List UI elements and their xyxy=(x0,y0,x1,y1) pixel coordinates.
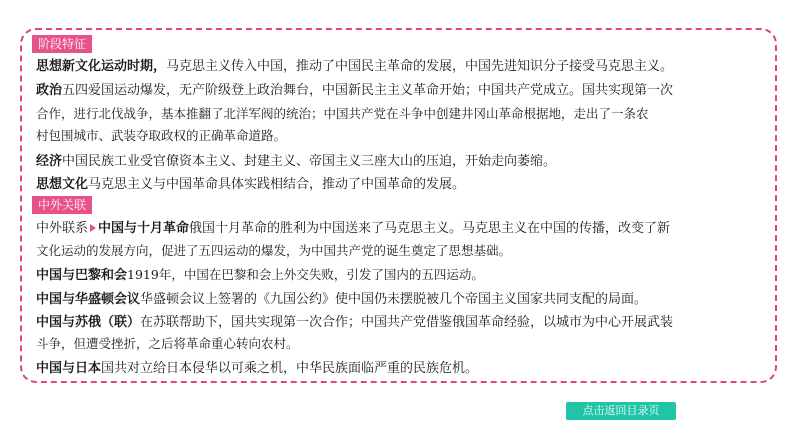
tag-stage-features: 阶段特征 xyxy=(32,35,92,53)
row-label: 中国与华盛顿会议 xyxy=(36,292,141,307)
row-label: 思想文化 xyxy=(36,177,89,192)
stage-row-culture xyxy=(36,173,465,192)
row-text: 中国民族工业受官僚资本主义、封建主义、帝国主义三座大山的压迫，开始走向萎缩。 xyxy=(62,154,557,169)
stage-row-thought xyxy=(36,55,673,74)
stage-row-economy xyxy=(36,150,556,169)
relation-row-october-revolution-cont xyxy=(36,241,511,259)
relation-row-paris xyxy=(36,264,484,283)
stage-row-politics-cont-1 xyxy=(36,104,649,122)
row-label: 中国与日本 xyxy=(36,361,102,376)
row-text: 村包围城市、武装夺取政权的正确革命道路。 xyxy=(36,128,287,143)
stage-row-politics-cont-2 xyxy=(36,126,286,144)
row-label: 政治 xyxy=(36,83,63,98)
stage-row-politics xyxy=(36,79,673,98)
row-label: 中国与苏俄（联） xyxy=(36,315,141,330)
row-text: 华盛顿会议上签署的《九国公约》使中国仍未摆脱被几个帝国主义国家共同支配的局面。 xyxy=(140,292,648,307)
row-text: 马克思主义传入中国，推动了中国民主革命的发展，中国先进知识分子接受马克思主义。 xyxy=(166,59,674,74)
row-text: 国共对立给日本侵华以可乘之机，中华民族面临严重的民族危机。 xyxy=(101,361,479,376)
row-text: 五四爱国运动爆发，无产阶级登上政治舞台，中国新民主主义革命开始；中国共产党成立。国共实现第一次 xyxy=(62,83,674,98)
row-label: 中国与巴黎和会 xyxy=(36,268,128,283)
intro-label: 中外联系 xyxy=(36,221,89,236)
row-label: 思想新文化运动时期， xyxy=(36,59,167,74)
row-text: 斗争，但遭受挫折，之后将革命重心转向农村。 xyxy=(36,336,299,351)
tag-foreign-relations: 中外关联 xyxy=(32,196,92,214)
relation-row-japan xyxy=(36,357,478,376)
row-text: 1919年，中国在巴黎和会上外交失败，引发了国内的五四运动。 xyxy=(127,267,484,282)
row-text: 在苏联帮助下，国共实现第一次合作；中国共产党借鉴俄国革命经验，以城市为中心开展武装 xyxy=(140,315,674,330)
row-label: 中国与十月革命 xyxy=(98,221,190,236)
relation-row-soviet-cont xyxy=(36,334,299,352)
back-to-contents-button[interactable]: 点击返回目录页 xyxy=(566,402,676,420)
row-label: 经济 xyxy=(36,154,63,169)
row-text: 马克思主义与中国革命具体实践相结合，推动了中国革命的发展。 xyxy=(88,177,466,192)
relation-row-soviet xyxy=(36,311,673,330)
row-text: 文化运动的发展方向，促进了五四运动的爆发，为中国共产党的诞生奠定了思想基础。 xyxy=(36,243,512,258)
relation-row-washington xyxy=(36,288,647,307)
row-text: 合作，进行北伐战争，基本推翻了北洋军阀的统治；中国共产党在斗争中创建井冈山革命根据地，走出了一条农 xyxy=(36,106,649,121)
row-text: 俄国十月革命的胜利为中国送来了马克思主义。马克思主义在中国的传播，改变了新 xyxy=(189,221,671,236)
relation-row-october-revolution xyxy=(36,217,670,236)
triangle-arrow-icon xyxy=(90,224,96,232)
